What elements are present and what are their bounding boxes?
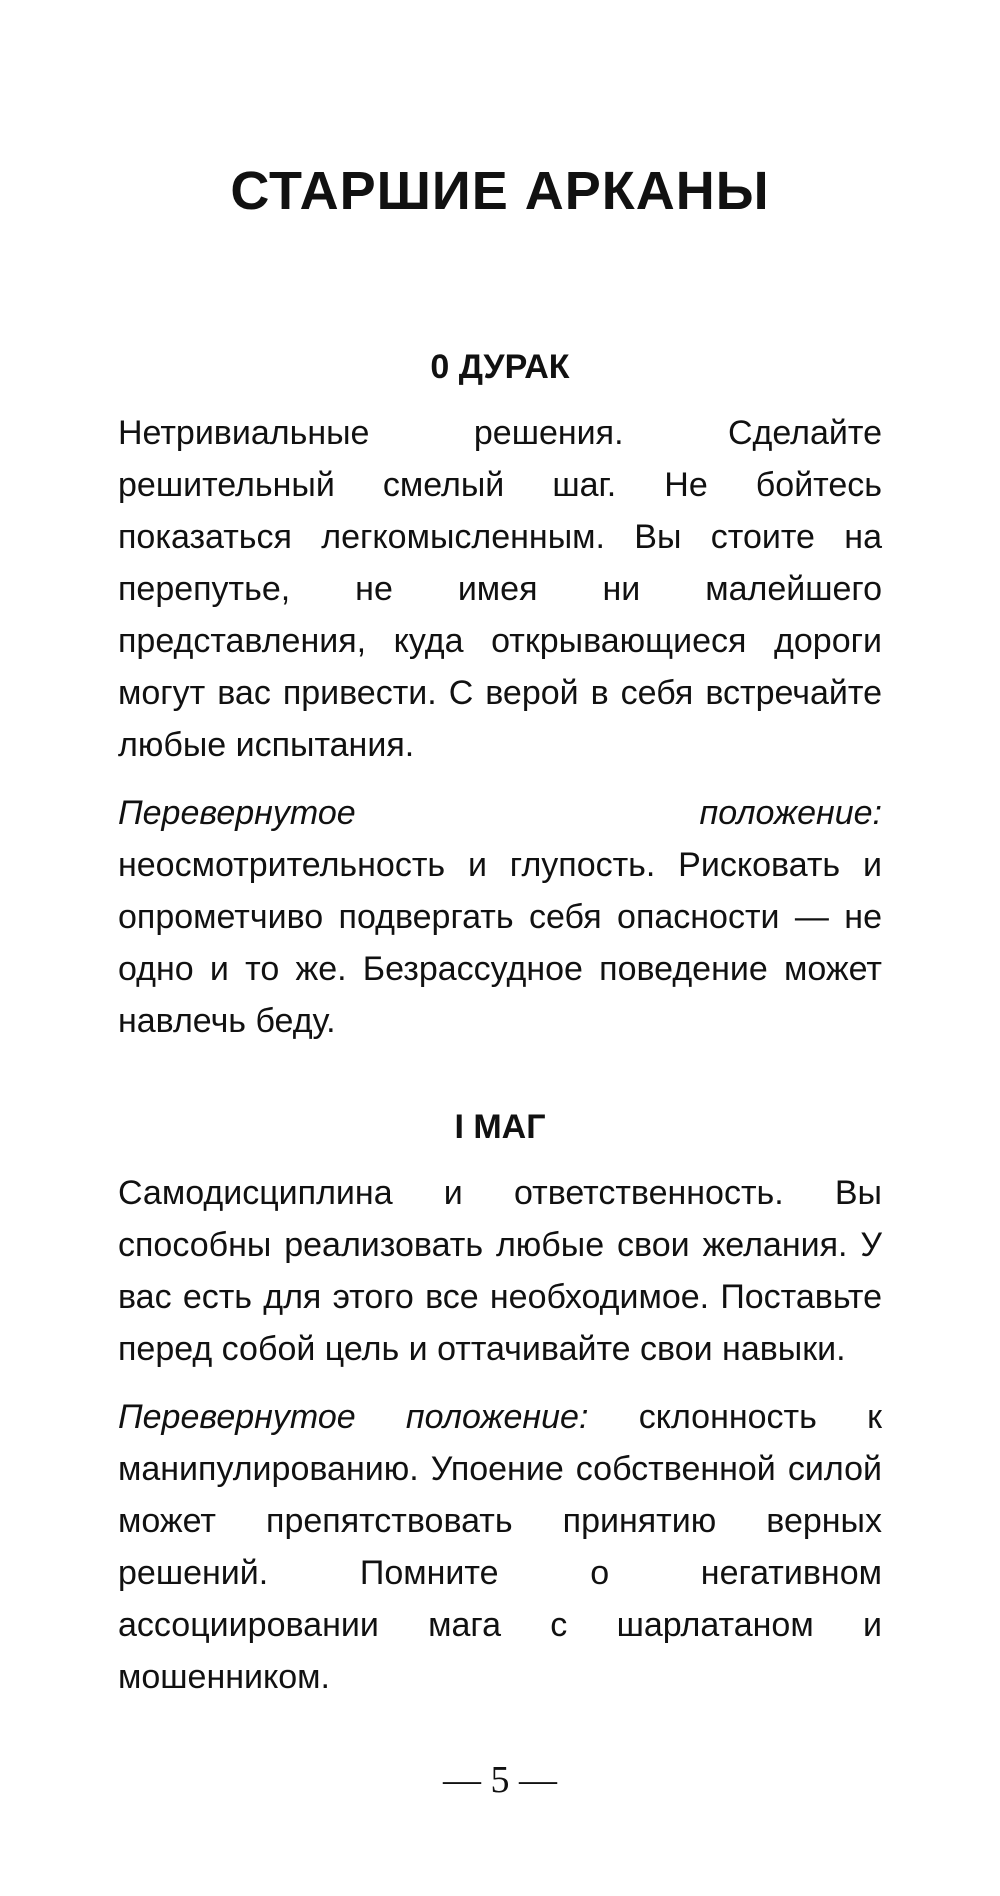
reversed-label: Перевернутое положение: — [118, 794, 882, 832]
section-fool — [118, 345, 882, 1047]
upright-text: Самодисциплина и ответственность. Вы способны реализовать любые свои желания. У вас есть для этого все необходимое. Поставьте перед собой цель и оттачивайте свои навыки. — [118, 1174, 882, 1368]
section-heading: I МАГ — [454, 1108, 546, 1146]
chapter-title: СТАРШИЕ АРКАНЫ — [230, 161, 770, 221]
reversed-text: неосмотрительность и глупость. Рисковать и опрометчиво подвергать себя опасности — не одно и то же. Безрассудное поведение может навлечь беду. — [118, 846, 882, 1040]
upright-text: Нетривиальные решения. Сделайте решительный смелый шаг. Не бойтесь показаться легкомысленным. Вы стоите на перепутье, не имея ни малейшего представления, куда открывающиеся дороги могут вас привести. С верой в себя встречайте любые испытания. — [118, 414, 882, 764]
reversed-label: Перевернутое положение: — [118, 1398, 589, 1436]
reversed-meaning — [118, 1391, 882, 1703]
section-heading: 0 ДУРАК — [430, 348, 570, 386]
section-magician — [118, 1105, 882, 1703]
upright-meaning — [118, 1167, 882, 1375]
reversed-text: склонность к манипулированию. Упоение собственной силой может препятствовать принятию верных решений. Помните о негативном ассоциировании мага с шарлатаном и мошенником. — [118, 1398, 882, 1696]
page-number: — 5 — — [443, 1759, 557, 1801]
book-page — [118, 0, 882, 1896]
upright-meaning — [118, 407, 882, 771]
reversed-meaning — [118, 787, 882, 1047]
